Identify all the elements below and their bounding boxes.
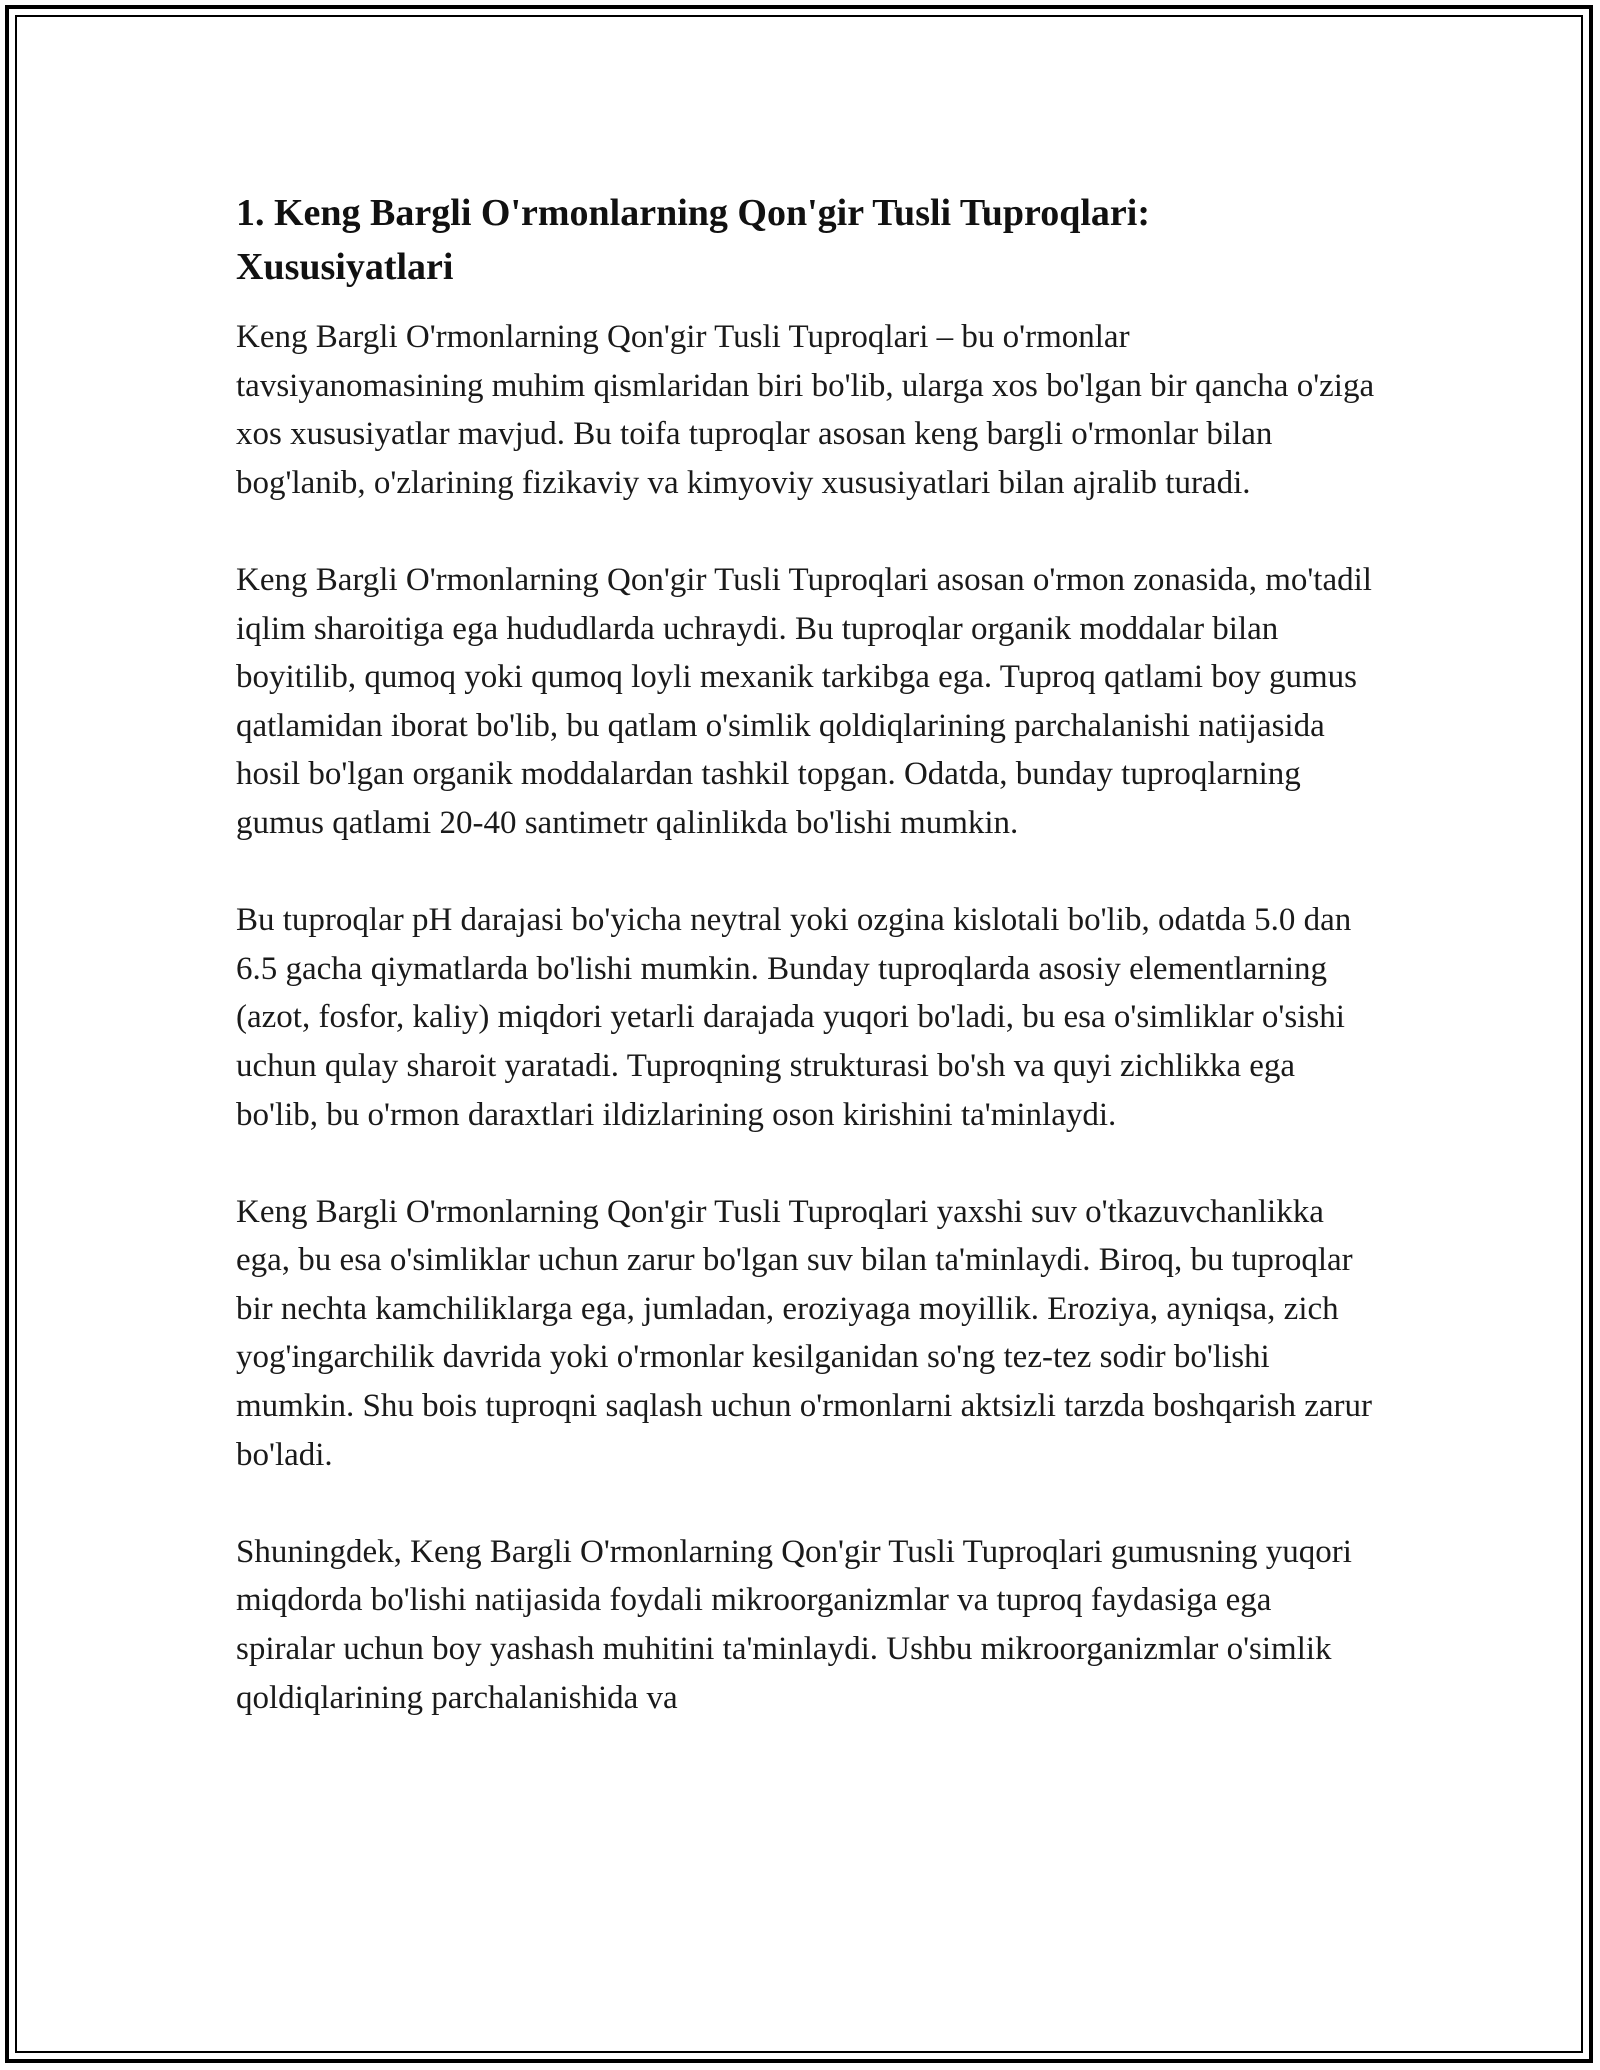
paragraph-3: Bu tuproqlar pH darajasi bo'yicha neytral yoki ozgina kislotali bo'lib, odatda 5.0 dan 6.5 gacha qiymatlarda bo'lishi mumkin. Bunday tuproqlarda asosiy elementlarning (azot, fosfor, kaliy) miqdori yetarli darajada yuqori bo'ladi, bu esa o'simliklar o'sishi uchun qulay sharoit yaratadi. Tuproqning strukturasi bo'sh va quyi zichlikka ega bo'lib, bu o'rmon daraxtlari ildizlarining oson kirishini ta'minlaydi. xyxy=(236,902,1352,1133)
paragraph-2: Keng Bargli O'rmonlarning Qon'gir Tusli Tuproqlari asosan o'rmon zonasida, mo'tadil iqlim sharoitiga ega hududlarda uchraydi. Bu tuproqlar organik moddalar bilan boyitilib, qumoq yoki qumoq loyli mexanik tarkibga ega. Tuproq qatlami boy gumus qatlamidan iborat bo'lib, bu qatlam o'simlik qoldiqlarining parchalanishi natijasida hosil bo'lgan organik moddalardan tashkil topgan. Odatda, bunday tuproqlarning gumus qatlami 20-40 santimetr qalinlikda bo'lishi mumkin. xyxy=(236,561,1372,841)
paragraph-1: Keng Bargli O'rmonlarning Qon'gir Tusli Tuproqlari – bu o'rmonlar tavsiyanomasining muhim qismlaridan biri bo'lib, ularga xos bo'lgan bir qancha o'ziga xos xususiyatlar mavjud. Bu toifa tuproqlar asosan keng bargli o'rmonlar bilan bog'lanib, o'zlarining fizikaviy va kimyoviy xususiyatlari bilan ajralib turadi. xyxy=(236,319,1375,501)
document-body xyxy=(236,186,1376,1722)
section-heading: 1. Keng Bargli O'rmonlarning Qon'gir Tusli Tuproqlari: Xususiyatlari xyxy=(236,192,1150,288)
paragraph-5: Shuningdek, Keng Bargli O'rmonlarning Qon'gir Tusli Tuproqlari gumusning yuqori miqdorda bo'lishi natijasida foydali mikroorganizmlar va tuproq faydasiga ega spiralar uchun boy yashash muhitini ta'minlaydi. Ushbu mikroorganizmlar o'simlik qoldiqlarining parchalanishida va xyxy=(236,1533,1352,1716)
paragraph-4: Keng Bargli O'rmonlarning Qon'gir Tusli Tuproqlari yaxshi suv o'tkazuvchanlikka ega, bu esa o'simliklar uchun zarur bo'lgan suv bilan ta'minlaydi. Biroq, bu tuproqlar bir nechta kamchiliklarga ega, jumladan, eroziyaga moyillik. Eroziya, ayniqsa, zich yog'ingarchilik davrida yoki o'rmonlar kesilganidan so'ng tez-tez sodir bo'lishi mumkin. Shu bois tuproqni saqlash uchun o'rmonlarni aktsizli tarzda boshqarish zarur bo'ladi. xyxy=(236,1193,1372,1473)
